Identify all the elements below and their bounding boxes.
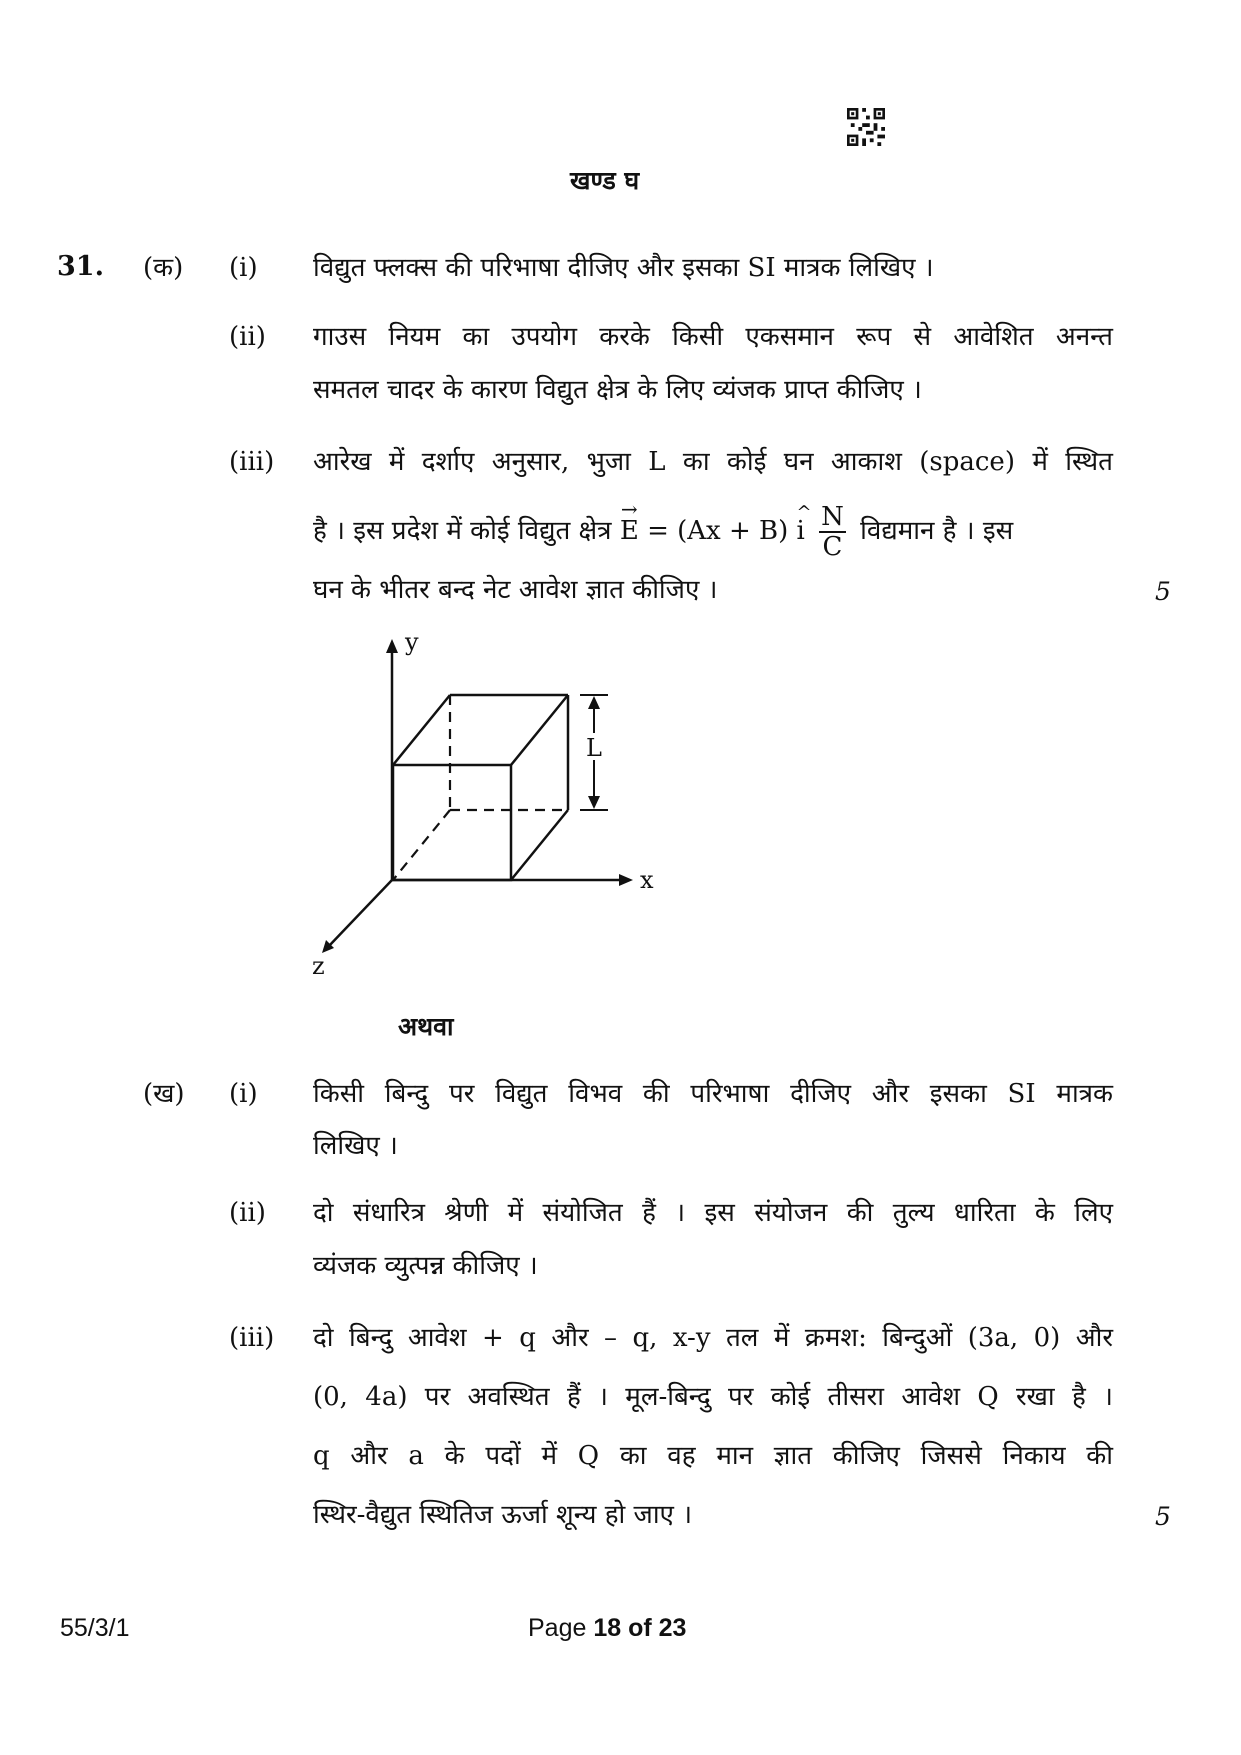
section-heading: खण्ड घ [570,166,640,195]
z-axis [328,880,392,947]
question-text-segment: विद्यमान है । इस [860,516,1014,546]
fraction-numerator: N [821,502,844,532]
unit-fraction [819,503,846,561]
page-number: 18 [593,1614,622,1642]
page-indicator [528,1614,686,1643]
cube-edge [393,695,450,765]
dimension-arrowhead [588,796,600,809]
cube-edge [511,810,568,880]
question-text-line: घन के भीतर बन्द नेट आवेश ज्ञात कीजिए । [313,575,718,605]
electric-field-vector [619,497,639,548]
question-text-line-with-equation [313,497,1014,562]
subpart-label: (ii) [229,322,266,352]
subpart-label: (iii) [229,1323,275,1353]
page-total: 23 [658,1614,687,1642]
question-text-line: स्थिर-वैद्युत स्थितिज ऊर्जा शून्य हो जाए । [313,1500,693,1530]
page-prefix: Page [528,1614,594,1642]
vector-symbol: E [619,516,639,546]
question-text-line: विद्युत फ्लक्स की परिभाषा दीजिए और इसका SI मात्रक लिखिए । [313,253,934,283]
question-text-line: (0, 4a) पर अवस्थित हैं । मूल-बिन्दु पर कोई तीसरा आवेश Q रखा है । [313,1382,1113,1412]
x-axis-arrowhead [619,874,633,886]
marks: 5 [1155,1502,1171,1531]
cube-front-face [393,765,511,880]
vector-arrow: → [620,497,638,521]
subpart-label: (i) [229,1079,258,1109]
subpart-label: (iii) [229,447,275,477]
page-of: of [621,1614,659,1642]
part-a-label: (क) [143,253,184,283]
marks: 5 [1155,577,1171,606]
fraction-denominator: C [822,532,843,562]
subpart-label: (ii) [229,1198,266,1228]
cube-diagram [290,625,690,985]
cube-edge [511,695,568,765]
question-text-line: समतल चादर के कारण विद्युत क्षेत्र के लिए व्यंजक प्राप्त कीजिए । [313,375,922,405]
equation-expression: = (Ax + B) [647,516,789,546]
question-text-line: दो बिन्दु आवेश + q और – q, x-y तल में क्रमश: बिन्दुओं (3a, 0) और [313,1323,1113,1353]
cube-hidden-edge [393,810,450,880]
question-number: 31. [57,251,104,282]
unit-vector [796,502,812,548]
question-text-segment: है । इस प्रदेश में कोई विद्युत क्षेत्र [313,516,612,546]
or-label: अथवा [398,1012,454,1041]
hat-symbol: ^ [796,502,812,523]
unit-vector-symbol: i [796,516,805,546]
subpart-label: (i) [229,253,258,283]
question-text-line: गाउस नियम का उपयोग करके किसी एकसमान रूप से आवेशित अनन्त [313,322,1113,352]
dimension-arrowhead [588,696,600,709]
part-b-label: (ख) [143,1079,185,1109]
paper-code: 55/3/1 [60,1614,130,1642]
question-text-line: q और a के पदों में Q का वह मान ज्ञात कीजिए जिससे निकाय की [313,1441,1113,1471]
question-text-line: लिखिए । [313,1131,398,1161]
side-label: L [586,734,602,762]
y-axis-label: y [405,628,419,656]
question-text-line: दो संधारित्र श्रेणी में संयोजित हैं । इस संयोजन की तुल्य धारिता के लिए [313,1198,1113,1228]
question-text-line: आरेख में दर्शाए अनुसार, भुजा L का कोई घन आकाश (space) में स्थित [313,447,1113,477]
question-text-line: व्यंजक व्युत्पन्न कीजिए । [313,1251,538,1281]
z-axis-label: z [312,952,325,980]
question-text-line: किसी बिन्दु पर विद्युत विभव की परिभाषा दीजिए और इसका SI मात्रक [313,1079,1113,1109]
x-axis-label: x [640,866,654,894]
qr-code [847,108,885,146]
y-axis-arrowhead [386,639,398,653]
